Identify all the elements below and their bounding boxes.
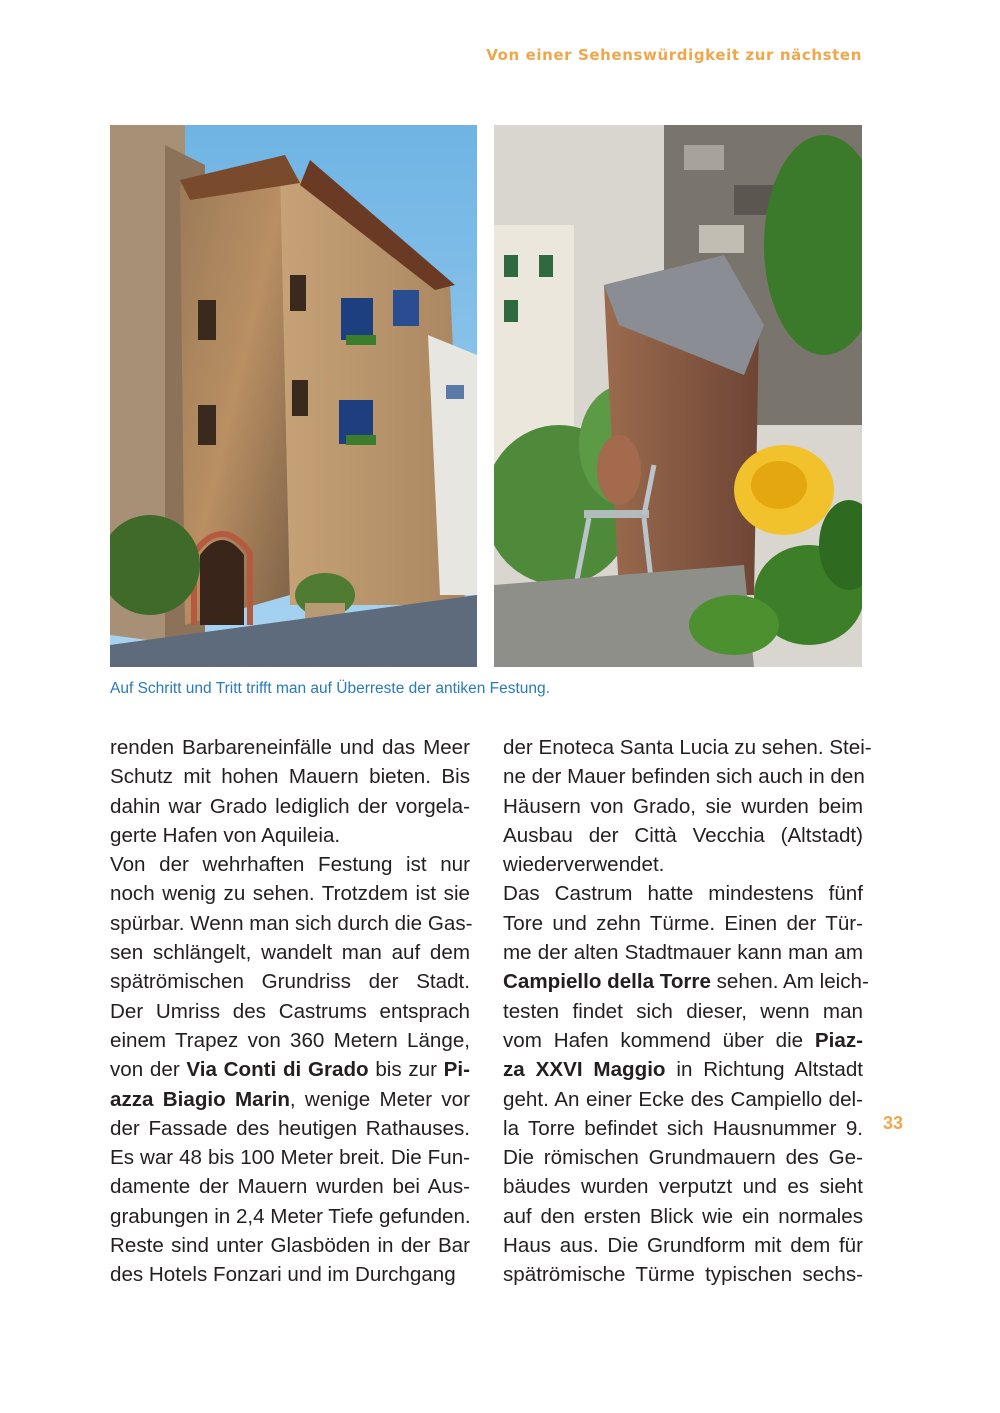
text-line (110, 1085, 470, 1114)
text-line (503, 1114, 863, 1143)
text-line (110, 733, 470, 762)
text-line (110, 1260, 470, 1289)
text-line (503, 1026, 863, 1055)
text-line (503, 792, 863, 821)
text-fragment: Haus aus. Die Grundform mit dem für (503, 1234, 863, 1258)
text-fragment: me der alten Stadtmauer kann man am (503, 941, 863, 965)
text-fragment: ne der Mauer befinden sich auch in den (503, 765, 865, 789)
text-line (110, 850, 470, 879)
text-fragment: der Enoteca Santa Lucia zu sehen. Stei- (503, 736, 872, 759)
text-line (110, 762, 470, 791)
text-line (503, 850, 863, 879)
bold-place-name: Pi- (443, 1058, 470, 1082)
text-column-right (503, 733, 872, 1290)
text-line (503, 909, 863, 938)
text-fragment: in Richtung Altstadt (665, 1058, 863, 1082)
text-fragment: dahin war Grado lediglich der vorgela- (110, 794, 470, 818)
text-fragment: gerte Hafen von Aquileia. (110, 823, 341, 847)
text-line (110, 1202, 470, 1231)
running-header: Von einer Sehenswürdigkeit zur nächsten (486, 46, 862, 64)
photo-alley-rose (494, 125, 862, 667)
text-line (503, 1172, 863, 1201)
bold-place-name: Campiello della Torre (503, 970, 711, 994)
page-number: 33 (883, 1113, 904, 1133)
text-line (110, 938, 470, 967)
text-line (110, 1143, 470, 1172)
text-fragment: bäudes wurden verputzt und es sieht (503, 1175, 863, 1199)
text-fragment: Von der wehrhaften Festung ist nur (110, 853, 470, 877)
text-fragment: renden Barbareneinfälle und das Meer (110, 736, 470, 759)
text-fragment: spätrömische Türme typischen sechs- (503, 1263, 863, 1287)
text-line (503, 1085, 863, 1114)
photo-stone-tower (110, 125, 477, 667)
text-fragment: sehen. Am leich- (710, 970, 869, 994)
text-fragment: Es war 48 bis 100 Meter breit. Die Fun- (110, 1146, 470, 1170)
text-fragment: testen findet sich dieser, wenn man (503, 999, 863, 1023)
text-line (110, 1026, 470, 1055)
bold-place-name: azza Biagio Marin (110, 1087, 290, 1111)
text-line (503, 997, 863, 1026)
text-line (503, 733, 872, 762)
text-line (503, 1260, 863, 1289)
text-line (110, 879, 470, 908)
text-fragment: spätrömischen Grundriss der Stadt. (110, 970, 470, 994)
text-column-left (110, 733, 473, 1290)
text-fragment: Ausbau der Città Vecchia (Altstadt) (503, 823, 863, 847)
text-line (503, 1231, 863, 1260)
text-fragment: Reste sind unter Glasböden in der Bar (110, 1234, 470, 1258)
text-fragment: Das Castrum hatte mindestens fünf (503, 882, 863, 906)
text-line (503, 762, 863, 791)
bold-place-name: Piaz- (814, 1028, 863, 1052)
text-line (110, 997, 470, 1026)
text-line (503, 938, 863, 967)
bold-place-name: Via Conti di Grado (186, 1058, 369, 1082)
text-fragment: sen schlängelt, wandelt man auf dem (110, 941, 470, 965)
text-line (503, 967, 869, 996)
text-line (503, 1055, 863, 1084)
text-line (110, 1231, 470, 1260)
text-line (110, 967, 470, 996)
text-line (503, 1202, 863, 1231)
text-fragment: la Torre befindet sich Hausnummer 9. (503, 1116, 863, 1140)
text-fragment: vom Hafen kommend über die (503, 1028, 815, 1052)
text-fragment: Der Umriss des Castrums entsprach (110, 999, 470, 1023)
text-line (110, 792, 470, 821)
text-fragment: Schutz mit hohen Mauern bieten. Bis (110, 765, 470, 789)
text-fragment: von der (110, 1058, 187, 1082)
text-fragment: der Fassade des heutigen Rathauses. (110, 1116, 470, 1140)
text-line (110, 821, 470, 850)
text-fragment: auf den ersten Blick wie ein normales (503, 1204, 863, 1228)
text-fragment: grabungen in 2,4 Meter Tiefe gefunden. (110, 1204, 471, 1228)
text-fragment: , wenige Meter vor (289, 1087, 470, 1111)
text-line (110, 909, 473, 938)
text-line (503, 821, 863, 850)
text-fragment: Häusern von Grado, sie wurden beim (503, 794, 863, 818)
text-fragment: Tore und zehn Türme. Einen der Tür- (503, 911, 863, 935)
text-fragment: spürbar. Wenn man sich durch die Gas- (110, 911, 473, 935)
text-line (110, 1114, 470, 1143)
bold-place-name: za XXVI Maggio (503, 1058, 666, 1082)
figure-caption: Auf Schritt und Tritt trifft man auf Überreste der antiken Festung. (110, 680, 550, 697)
text-fragment: des Hotels Fonzari und im Durchgang (110, 1263, 456, 1287)
text-fragment: noch wenig zu sehen. Trotzdem ist sie (110, 882, 470, 906)
text-fragment: wiederverwendet. (503, 853, 665, 877)
text-fragment: damente der Mauern wurden bei Aus- (110, 1175, 470, 1199)
text-line (110, 1172, 470, 1201)
text-line (503, 879, 863, 908)
text-fragment: einem Trapez von 360 Metern Länge, (110, 1028, 470, 1052)
text-fragment: Die römischen Grundmauern des Ge- (503, 1146, 863, 1170)
text-line (110, 1055, 470, 1084)
text-fragment: geht. An einer Ecke des Campiello del- (503, 1087, 863, 1111)
text-line (503, 1143, 863, 1172)
text-fragment: bis zur (368, 1058, 444, 1082)
